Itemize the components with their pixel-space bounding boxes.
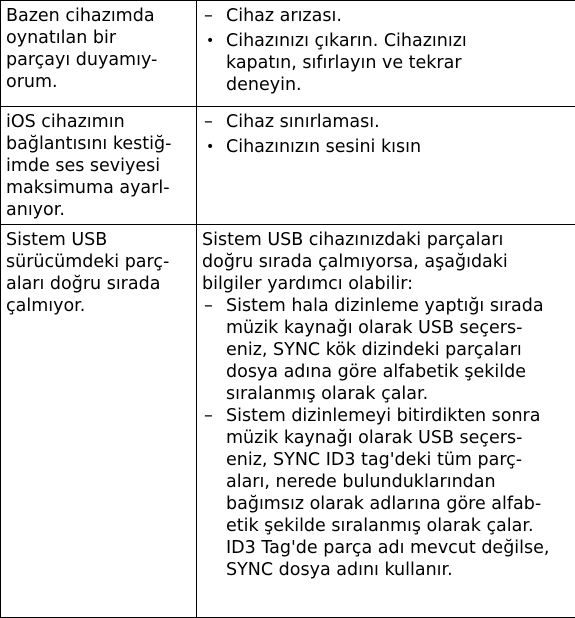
table-row: [1, 1, 575, 107]
info-item: [202, 405, 571, 581]
action-item: [202, 136, 571, 158]
problem-cell: [1, 107, 197, 225]
cause-text: Cihaz arızası.: [226, 6, 342, 26]
cause-item: [202, 5, 571, 27]
bullet-marker: •: [206, 30, 214, 52]
solution-intro: Sistem USB cihazınızdaki parçaları doğru sırada çalmıyorsa, aşağıdaki bilgiler yardımcı olabilir:: [202, 229, 571, 295]
dash-marker: –: [204, 295, 213, 317]
cause-item: [202, 111, 571, 133]
action-item: [202, 30, 571, 96]
problem-cell: [1, 225, 197, 618]
solution-cell: [197, 225, 575, 618]
problem-cell: [1, 1, 197, 107]
bullet-marker: •: [206, 136, 214, 158]
problem-text: Sistem USB sürücümdeki parç- aları doğru sırada çalmıyor.: [6, 229, 192, 317]
dash-marker: –: [204, 405, 213, 427]
info-text: Sistem dizinlemeyi bitirdikten sonra müzik kaynağı olarak USB seçers- eniz, SYNC ID3 tag'deki tüm parç- aları, nerede bulunduklarından bağımsız olarak adlarına göre alfab- etik şekilde sıralanmış olarak çalar. ID3 Tag'de parça adı mevcut değilse, SYNC dosya adını kullanır.: [226, 406, 549, 580]
table-row: [1, 225, 575, 618]
dash-marker: –: [204, 5, 213, 27]
solution-cell: [197, 107, 575, 225]
table-row: [1, 107, 575, 225]
action-text: Cihazınızın sesini kısın: [226, 137, 421, 157]
problem-text: Bazen cihazımda oynatılan bir parçayı duyamıy- orum.: [6, 5, 192, 93]
problem-text: iOS cihazımın bağlantısını kestiğ- imde ses seviyesi maksimuma ayarl- anıyor.: [6, 111, 192, 221]
info-text: Sistem hala dizinleme yaptığı sırada müzik kaynağı olarak USB seçers- eniz, SYNC kök dizindeki parçaları dosya adına göre alfabetik şekilde sıralanmış olarak çalar.: [226, 296, 544, 404]
dash-marker: –: [204, 111, 213, 133]
action-text: Cihazınızı çıkarın. Cihazınızı kapatın, sıfırlayın ve tekrar deneyin.: [226, 31, 467, 95]
info-item: [202, 295, 571, 405]
cause-text: Cihaz sınırlaması.: [226, 112, 380, 132]
solution-cell: [197, 1, 575, 107]
